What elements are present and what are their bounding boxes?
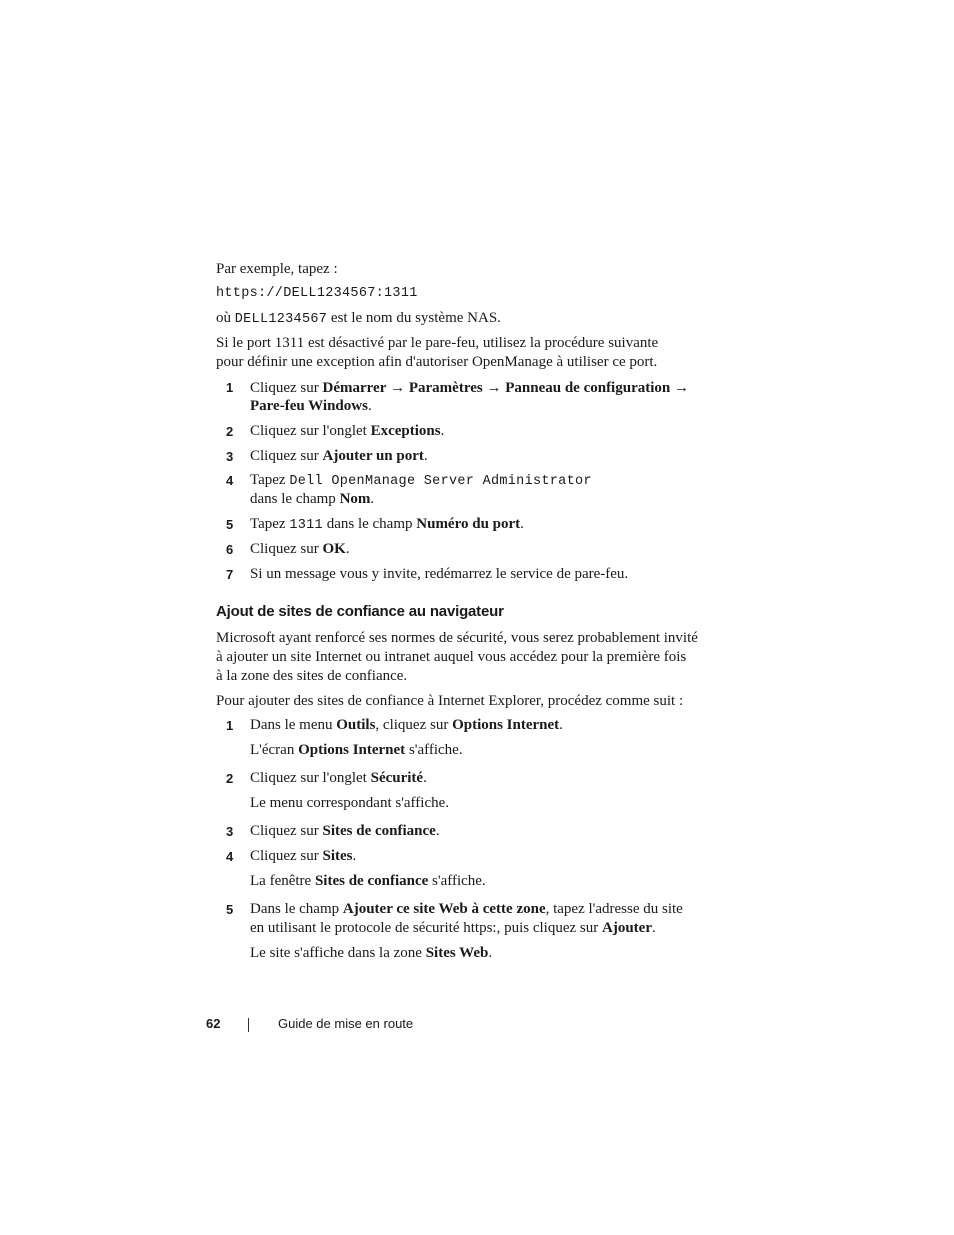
section-para-line1: Microsoft ayant renforcé ses normes de sécurité, vous serez probablement invité bbox=[216, 630, 698, 646]
step-text: Cliquez sur Sites. bbox=[250, 848, 357, 864]
step-number: 2 bbox=[226, 771, 234, 786]
where-line: où DELL1234567 est le nom du système NAS. bbox=[216, 310, 501, 327]
guide-title: Guide de mise en route bbox=[278, 1016, 414, 1031]
step-number: 5 bbox=[226, 902, 234, 917]
step-text: Dans le menu Outils, cliquez sur Options Internet. bbox=[250, 717, 563, 733]
step-number: 1 bbox=[226, 380, 234, 395]
step-text: Cliquez sur Sites de confiance. bbox=[250, 823, 440, 839]
step-number: 7 bbox=[226, 567, 234, 582]
example-url: https://DELL1234567:1311 bbox=[216, 286, 418, 301]
step-text: Cliquez sur Démarrer → Paramètres → Panneau de configuration → bbox=[250, 379, 689, 396]
example-label: Par exemple, tapez : bbox=[216, 261, 338, 277]
firewall-para-line2: pour définir une exception afin d'autoriser OpenManage à utiliser ce port. bbox=[216, 354, 658, 370]
step-text: Cliquez sur Ajouter un port. bbox=[250, 448, 428, 464]
step-text-cont: Pare-feu Windows. bbox=[250, 398, 372, 414]
section-para2: Pour ajouter des sites de confiance à Internet Explorer, procédez comme suit : bbox=[216, 693, 684, 709]
step-text-cont: en utilisant le protocole de sécurité https:, puis cliquez sur Ajouter. bbox=[250, 920, 656, 936]
firewall-para-line1: Si le port 1311 est désactivé par le pare-feu, utilisez la procédure suivante bbox=[216, 335, 659, 351]
step-number: 3 bbox=[226, 449, 234, 464]
step-note: Le menu correspondant s'affiche. bbox=[250, 795, 450, 811]
step-text: Si un message vous y invite, redémarrez le service de pare-feu. bbox=[250, 566, 629, 582]
step-note: Le site s'affiche dans la zone Sites Web. bbox=[250, 945, 493, 961]
step-note: La fenêtre Sites de confiance s'affiche. bbox=[250, 873, 486, 889]
step-text-cont: dans le champ Nom. bbox=[250, 491, 375, 507]
section-para-line2: à ajouter un site Internet ou intranet auquel vous accédez pour la première fois bbox=[216, 649, 687, 665]
step-number: 2 bbox=[226, 424, 234, 439]
step-number: 5 bbox=[226, 517, 234, 532]
step-text: Tapez Dell OpenManage Server Administrator bbox=[250, 472, 592, 489]
step-text: Tapez 1311 dans le champ Numéro du port. bbox=[250, 516, 524, 533]
step-number: 3 bbox=[226, 824, 234, 839]
step-text: Dans le champ Ajouter ce site Web à cette zone, tapez l'adresse du site bbox=[250, 901, 683, 917]
section-heading: Ajout de sites de confiance au navigateur bbox=[216, 603, 504, 620]
step-number: 4 bbox=[226, 849, 234, 864]
page-number: 62 bbox=[206, 1016, 221, 1031]
step-text: Cliquez sur l'onglet Sécurité. bbox=[250, 770, 427, 786]
step-text: Cliquez sur l'onglet Exceptions. bbox=[250, 423, 445, 439]
footer-divider bbox=[248, 1018, 249, 1032]
step-note: L'écran Options Internet s'affiche. bbox=[250, 742, 463, 758]
section-para-line3: à la zone des sites de confiance. bbox=[216, 668, 408, 684]
step-number: 4 bbox=[226, 473, 234, 488]
step-number: 6 bbox=[226, 542, 234, 557]
step-number: 1 bbox=[226, 718, 234, 733]
step-text: Cliquez sur OK. bbox=[250, 541, 350, 557]
